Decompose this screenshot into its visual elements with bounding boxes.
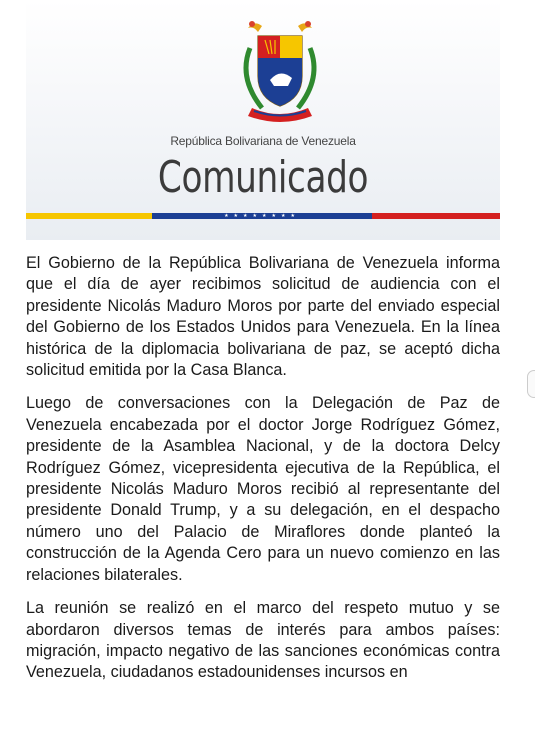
scroll-handle[interactable] <box>527 370 535 398</box>
paragraph: Luego de conversaciones con la Delegación de Paz de Venezuela encabezada por el doctor Jorge Rodríguez Gómez, presidente de la Asamblea Nacional, y de la doctora Delcy Rodríguez Gómez, vicepresidenta ejecutiva de la República, el presidente Nicolás Maduro Moros recibió al representante del presidente Donald Trump, y a su delegación, en el despacho número uno del Palacio de Miraflores donde planteó la construcción de la Agenda Cero para un nuevo comienzo en las relaciones bilaterales. <box>26 394 500 584</box>
paragraph: El Gobierno de la República Bolivariana de Venezuela informa que el día de ayer recibimos solicitud de audiencia con el presidente Nicolás Maduro Moros por parte del enviado especial del Gobierno de los Estados Unidos para Venezuela. En la línea histórica de la diplomacia bolivariana de paz, se aceptó dicha solicitud emitida por la Casa Blanca. <box>26 254 500 380</box>
paragraph: La reunión se realizó en el marco del respeto mutuo y se abordaron diversos temas de interés para ambos países: migración, impacto negativo de las sanciones económicas contra Venezuela, ciudadanos estadounidenses incursos en <box>26 599 500 682</box>
flag-stripe <box>26 213 500 219</box>
stripe-yellow <box>26 213 152 219</box>
stars-icon: ★★★★★★★★ <box>224 213 300 219</box>
republic-name: República Bolivariana de Venezuela <box>170 134 356 148</box>
stripe-blue <box>152 213 372 219</box>
page-title: Comunicado <box>157 152 369 203</box>
coat-of-arms-icon <box>232 18 328 122</box>
communique-header <box>26 0 500 240</box>
communique-body <box>26 253 500 696</box>
stripe-red <box>372 213 500 219</box>
